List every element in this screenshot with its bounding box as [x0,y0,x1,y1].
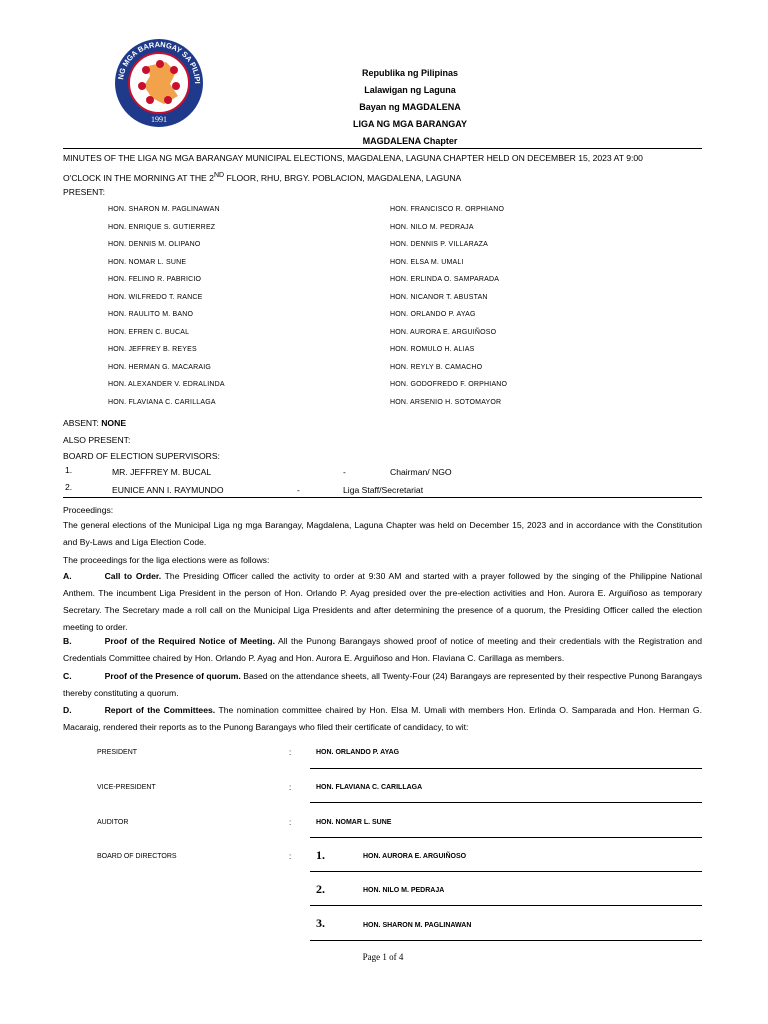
present-member-right-10: HON. REYLY B. CAMACHO [390,363,483,371]
vice-president-label: VICE-PRESIDENT [97,784,156,791]
header-line-town: Bayan ng MAGDALENA [359,102,461,112]
president-nominee: HON. ORLANDO P. AYAG [316,749,400,756]
present-member-right-6: HON. NICANOR T. ABUSTAN [390,293,488,301]
present-member-left-7: HON. RAULITO M. BANO [108,311,194,318]
present-member-right-7: HON. ORLANDO P. AYAG [390,311,476,318]
proceedings-follows: The proceedings for the liga elections were as follows: [63,555,270,565]
vice-president-nominee: HON. FLAVIANA C. CARILLAGA [316,784,423,791]
item-a-letter: A. [63,571,72,581]
present-member-right-4: HON. ELSA M. UMALI [390,258,464,266]
proceedings-intro: The general elections of the Municipal Liga ng mga Barangay, Magdalena, Laguna Chapter was held on December 15, 2023 and in accordance with the Constitution and By-Laws and Liga Election Code. [63,520,702,547]
director-3-num: 3. [316,916,325,930]
present-label: PRESENT: [63,187,106,197]
president-rule [310,768,702,769]
present-member-left-12: HON. FLAVIANA C. CARILLAGA [108,398,216,406]
proceeding-item-d [63,702,702,736]
header-line-republic: Republika ng Pilipinas [361,68,459,78]
director-2-rule [310,905,702,906]
supervisor-1-dash: - [343,467,346,477]
present-member-right-8: HON. AURORA E. ARGUIÑOSO [390,328,497,336]
header-line-chapter: MAGDALENA Chapter [362,136,458,146]
president-colon: : [289,748,292,757]
header-line-province: Lalawigan ng Laguna [364,85,456,95]
minutes-line-2-post: FLOOR, RHU, BRGY. POBLACION, MAGDALENA, LAGUNA [224,172,462,183]
auditor-nominee: HON. NOMAR L. SUNE [316,819,392,826]
proceeding-item-a [63,568,702,636]
absent-value: NONE [101,418,127,428]
present-member-left-8: HON. EFREN C. BUCAL [108,328,190,336]
auditor-colon: : [289,818,292,827]
supervisor-1-role: Chairman/ NGO [390,467,452,477]
minutes-superscript: ND [213,172,225,179]
director-1-num: 1. [316,848,325,862]
present-member-right-2: HON. NILO M. PEDRAJA [390,223,474,231]
director-3-name: HON. SHARON M. PAGLINAWAN [363,922,472,929]
present-member-right-3: HON. DENNIS P. VILLARAZA [390,241,489,248]
supervisor-2-dash: - [297,485,300,495]
header-rule [63,148,702,149]
present-member-left-5: HON. FELINO R. PABRICIO [108,276,202,283]
minutes-line-2-pre: O'CLOCK IN THE MORNING AT THE 2 [63,172,214,183]
present-member-left-3: HON. DENNIS M. OLIPANO [108,241,201,248]
item-a-text: The Presiding Officer called the activity to order at 9:30 AM and started with a prayer followed by the singing of the Philippine National Anthem. The incumbent Liga President in the person of Hon. Orlando P. Ayag presided over the pre-election activities and Hon. Aurora E. Arguiñoso as temporary Secretary. The Secretary made a roll call on the Municipal Liga Presidents and after determining the presence of a quorum, the Presiding Officer called the election meeting to order. [63,571,702,632]
present-member-right-1: HON. FRANCISCO R. ORPHIANO [390,206,505,213]
item-b-letter: B. [63,636,72,646]
absent-line [63,415,702,432]
present-member-right-11: HON. GODOFREDO F. ORPHIANO [390,381,508,388]
item-b-text: All the Punong Barangays showed proof of notice of meeting and their credentials with the Registration and Credentials Committee chaired by Hon. Orlando P. Ayag and Hon. Aurora E. Arguiñoso and Hon. Flaviana C. Carillaga as members. [63,636,702,663]
present-member-left-9: HON. JEFFREY B. REYES [108,346,197,353]
item-c-text: Based on the attendance sheets, all Twenty-Four (24) Barangays are represented by their respective Punong Barangays thereby constituting a quorum. [63,671,702,698]
director-2-name: HON. NILO M. PEDRAJA [363,887,445,894]
item-b-title: Proof of the Required Notice of Meeting. [104,636,276,646]
director-1-name: HON. AURORA E. ARGUIÑOSO [363,853,467,860]
logo-ring-text: NG MGA BARANGAY SA PILIPI [116,39,203,84]
supervisors-rule [63,497,702,498]
supervisor-2-num: 2. [65,482,73,492]
item-c-title: Proof of the Presence of quorum. [104,671,241,681]
proceeding-item-b [63,633,702,667]
also-present-label: ALSO PRESENT: [63,435,131,445]
proceedings-label: Proceedings: [63,505,114,515]
present-member-right-9: HON. ROMULO H. ALIAS [390,346,475,353]
present-member-left-11: HON. ALEXANDER V. EDRALINDA [108,381,225,388]
item-a-title: Call to Order. [104,571,162,581]
present-member-left-4: HON. NOMAR L. SUNE [108,258,187,266]
proceeding-item-c [63,668,702,702]
supervisor-1-name: MR. JEFFREY M. BUCAL [112,467,212,477]
board-directors-label: BOARD OF DIRECTORS [97,853,177,860]
vice-president-rule [310,802,702,803]
present-member-left-6: HON. WILFREDO T. RANCE [108,293,203,301]
director-2-num: 2. [316,882,325,896]
absent-label: ABSENT: [63,418,102,428]
director-3-rule [310,940,702,941]
present-member-left-10: HON. HERMAN G. MACARAIG [108,363,211,371]
header-line-liga: LIGA NG MGA BARANGAY [352,119,467,129]
present-member-right-12: HON. ARSENIO H. SOTOMAYOR [390,398,502,406]
supervisor-2-role: Liga Staff/Secretariat [343,485,424,495]
minutes-line-1: MINUTES OF THE LIGA NG MGA BARANGAY MUNICIPAL ELECTIONS, MAGDALENA, LAGUNA CHAPTER HELD ON DECEMBER 15, 2023 AT 9:00 [63,153,643,163]
supervisor-2-name: EUNICE ANN I. RAYMUNDO [112,485,224,495]
director-1-rule [310,871,702,872]
vice-president-colon: : [289,783,292,792]
present-member-left-1: HON. SHARON M. PAGLINAWAN [108,206,220,213]
logo-year: 1991 [151,115,167,124]
president-label: PRESIDENT [97,749,138,756]
present-member-right-5: HON. ERLINDA O. SAMPARADA [390,276,500,283]
board-supervisors-label: BOARD OF ELECTION SUPERVISORS: [63,451,220,461]
supervisor-1-num: 1. [65,465,73,475]
liga-logo [104,38,214,128]
board-directors-colon: : [289,852,292,861]
auditor-rule [310,837,702,838]
item-d-text: The nomination committee chaired by Hon. Elsa M. Umali with members Hon. Erlinda O. Samparada and Hon. Herman G. Macaraig, rendered their reports as to the Punong Barangays who filed their certificate of candidacy, to wit: [63,705,703,732]
item-d-title: Report of the Committees. [104,705,216,715]
present-member-left-2: HON. ENRIQUE S. GUTIERREZ [108,223,216,231]
item-d-letter: D. [63,705,72,715]
minutes-title [63,150,702,187]
page-footer: Page 1 of 4 [362,952,404,962]
item-c-letter: C. [63,671,72,681]
auditor-label: AUDITOR [97,819,129,826]
